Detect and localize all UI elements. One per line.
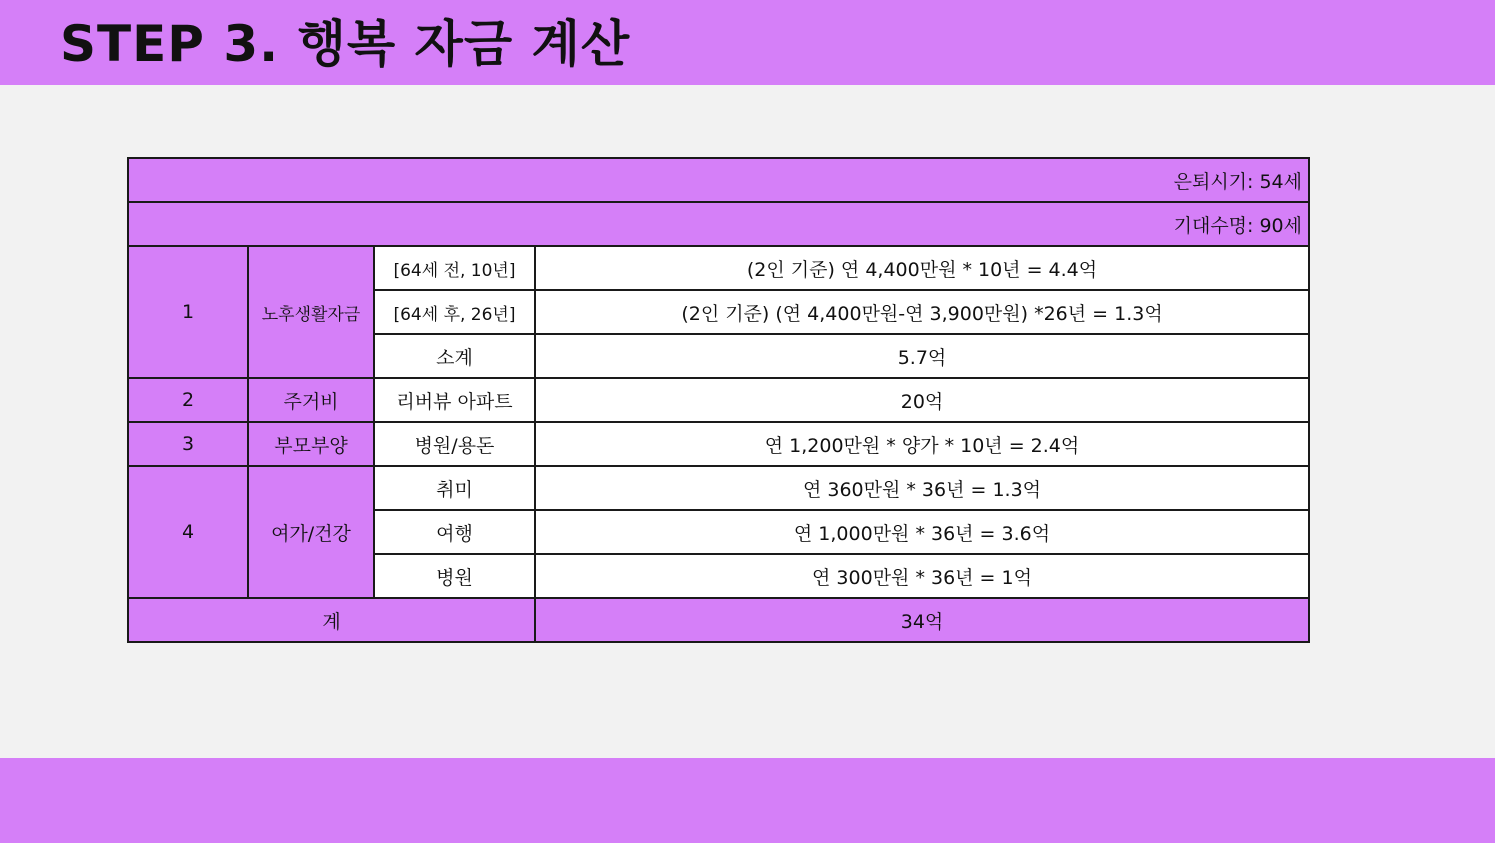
calc-cell: (2인 기준) 연 4,400만원 * 10년 = 4.4억 (535, 246, 1309, 290)
table-row (128, 158, 1309, 202)
item-cell: 병원 (374, 554, 535, 598)
calc-cell: 연 360만원 * 36년 = 1.3억 (535, 466, 1309, 510)
row-number-cell: 4 (128, 466, 248, 598)
calc-cell: 5.7억 (535, 334, 1309, 378)
category-cell: 여가/건강 (248, 466, 374, 598)
header-bar (0, 0, 1495, 85)
category-cell: 주거비 (248, 378, 374, 422)
total-label-cell: 계 (128, 598, 535, 642)
life-expectancy-cell: 기대수명: 90세 (128, 202, 1309, 246)
calc-cell: 연 1,000만원 * 36년 = 3.6억 (535, 510, 1309, 554)
table-row (128, 598, 1309, 642)
item-cell: 리버뷰 아파트 (374, 378, 535, 422)
category-cell: 부모부양 (248, 422, 374, 466)
calc-cell: 20억 (535, 378, 1309, 422)
category-cell: 노후생활자금 (248, 246, 374, 378)
item-cell: 병원/용돈 (374, 422, 535, 466)
page-title: STEP 3. 행복 자금 계산 (60, 15, 631, 73)
retire-age-cell: 은퇴시기: 54세 (128, 158, 1309, 202)
item-cell: 소계 (374, 334, 535, 378)
fund-calculation-table (127, 157, 1310, 643)
row-number-cell: 2 (128, 378, 248, 422)
footer-bar (0, 758, 1495, 843)
item-cell: [64세 전, 10년] (374, 246, 535, 290)
table-row (128, 378, 1309, 422)
item-cell: 취미 (374, 466, 535, 510)
row-number-cell: 3 (128, 422, 248, 466)
item-cell: [64세 후, 26년] (374, 290, 535, 334)
table-row (128, 202, 1309, 246)
item-cell: 여행 (374, 510, 535, 554)
calc-cell: (2인 기준) (연 4,400만원-연 3,900만원) *26년 = 1.3억 (535, 290, 1309, 334)
calc-cell: 연 300만원 * 36년 = 1억 (535, 554, 1309, 598)
table-row (128, 422, 1309, 466)
row-number-cell: 1 (128, 246, 248, 378)
calc-cell: 연 1,200만원 * 양가 * 10년 = 2.4억 (535, 422, 1309, 466)
table-row (128, 246, 1309, 290)
total-value-cell: 34억 (535, 598, 1309, 642)
table-row (128, 466, 1309, 510)
